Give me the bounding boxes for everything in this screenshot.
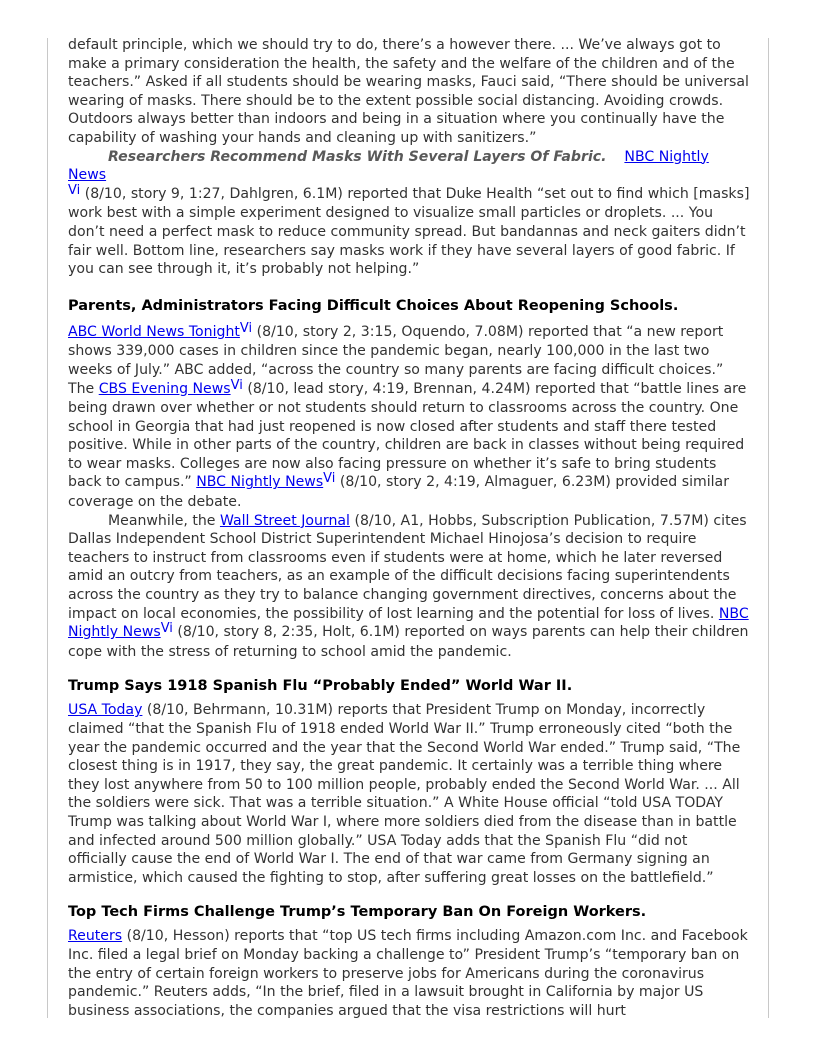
schools-paragraph-2: Meanwhile, the Wall Street Journal (8/10, A1, Hobbs, Subscription Publication, 7.57M) cites Dallas Independent School District Superintendent Michael Hinojosa’s decision to require teachers to instruct from classrooms even if students were at home, which he later reversed amid an outcry from teachers, as an example of the difficult decisions facing superintendents across the country as they try to balance changing government directives, concerns about the impact on local economies, the possibility of lost learning and the potential for loss of lives. NBC Nightly NewsVi (8/10, story 8, 2:35, Holt, 6.1M) reported on ways parents can help their children cope with the stress of returning to school amid the pandemic. xyxy=(68,512,749,660)
video-icon[interactable]: Vi xyxy=(239,320,253,336)
reuters-link[interactable]: Reuters xyxy=(68,928,123,945)
schools-heading: Parents, Administrators Facing Difficult Choices About Reopening Schools. xyxy=(68,297,679,314)
schools-paragraph-1: ABC World News TonightVi (8/10, story 2, 3:15, Oquendo, 7.08M) reported that “a new report shows 339,000 cases in children since the pandemic began, nearly 100,000 in the last two weeks of July.” ABC added, “across the country so many parents are facing difficult choices.” The CBS Evening NewsVi (8/10, lead story, 4:19, Brennan, 4.24M) reported that “battle lines are being drawn over whether or not students should return to classrooms across the country. One school in Georgia that had just reopened is now closed after students and staff there tested positive. While in other parts of the country, children are back in classes without being required to wear masks. Colleges are now also facing pressure on whether it’s safe to bring students back to campus.” NBC Nightly NewsVi (8/10, story 2, 4:19, Almaguer, 6.23M) provided similar coverage on the debate. xyxy=(68,320,747,511)
cbs-evening-news-link[interactable]: CBS Evening News xyxy=(98,380,231,397)
video-icon[interactable]: Vi xyxy=(160,621,173,637)
page-content xyxy=(68,36,750,1020)
spanish-flu-heading: Trump Says 1918 Spanish Flu “Probably Ended” World War II. xyxy=(68,678,573,695)
spanish-flu-paragraph: USA Today (8/10, Behrmann, 10.31M) reports that President Trump on Monday, incorrectly claimed “that the Spanish Flu of 1918 ended World War II.” Trump erroneously cited “both the year the pandemic occurred and the year that the Second World War ended.” Trump said, “The closest thing is in 1917, they say, the great pandemic. It certainly was a terrible thing where they lost anywhere from 50 to 100 million people, probably ended the Second World War. ... All the soldiers were sick. That was a terrible situation.” A White House official “told USA TODAY Trump was talking about World War I, where more soldiers died from the disease than in battle and infected around 500 million globally.” USA Today adds that the Spanish Flu “did not officially cause the end of World War I. The end of that war came from Germany signing an armistice, which caused the fighting to stop, after suffering great losses on the battlefield.” xyxy=(68,702,741,886)
right-margin-rule xyxy=(768,38,769,1018)
masks-paragraph: Researchers Recommend Masks With Several Layers Of Fabric. NBC Nightly News Vi (8/10, story 9, 1:27, Dahlgren, 6.1M) reported that Duke Health “set out to find which [masks] work best with a simple experiment designed to visualize small particles or droplets. ... You don’t need a perfect mask to reduce community spread. But bandannas and neck gaiters didn’t fair well. Bottom line, researchers say masks work if they have several layers of good fabric. If you can see through it, it’s probably not helping.” xyxy=(68,148,750,278)
video-icon[interactable]: Vi xyxy=(68,182,81,198)
abc-world-news-link[interactable]: ABC World News Tonight xyxy=(68,323,240,340)
video-icon[interactable]: Vi xyxy=(323,471,336,487)
tech-firms-heading: Top Tech Firms Challenge Trump’s Temporary Ban On Foreign Workers. xyxy=(68,904,647,921)
usa-today-link[interactable]: USA Today xyxy=(68,702,143,719)
tech-firms-paragraph: Reuters (8/10, Hesson) reports that “top US tech firms including Amazon.com Inc. and Facebook Inc. filed a legal brief on Monday backing a challenge to” President Trump’s “temporary ban on the entry of certain foreign workers to preserve jobs for Americans during the coronavirus pandemic.” Reuters adds, “In the brief, filed in a lawsuit brought in California by major US business associations, the companies argued that the visa restrictions will hurt xyxy=(68,928,748,1019)
nbc-nightly-news-link[interactable]: NBC Nightly News xyxy=(68,605,749,641)
nbc-nightly-news-link[interactable]: NBC Nightly News xyxy=(196,474,324,491)
left-margin-rule xyxy=(47,38,48,1018)
nbc-nightly-news-link[interactable]: NBC Nightly News xyxy=(68,148,709,184)
wall-street-journal-link[interactable]: Wall Street Journal xyxy=(219,512,350,529)
intro-paragraph: default principle, which we should try to do, there’s a however there. ... We’ve always got to make a primary consideration the health, the safety and the welfare of the children and of the teachers.” Asked if all students should be wearing masks, Fauci said, “There should be universal wearing of masks. There should be to the extent possible social distancing. Avoiding crowds. Outdoors always better than indoors and being in a situation where you continually have the capability of washing your hands and cleaning up with sanitizers.” xyxy=(68,37,749,146)
video-icon[interactable]: Vi xyxy=(230,377,243,393)
masks-subhead: Researchers Recommend Masks With Several Layers Of Fabric. xyxy=(108,148,607,165)
